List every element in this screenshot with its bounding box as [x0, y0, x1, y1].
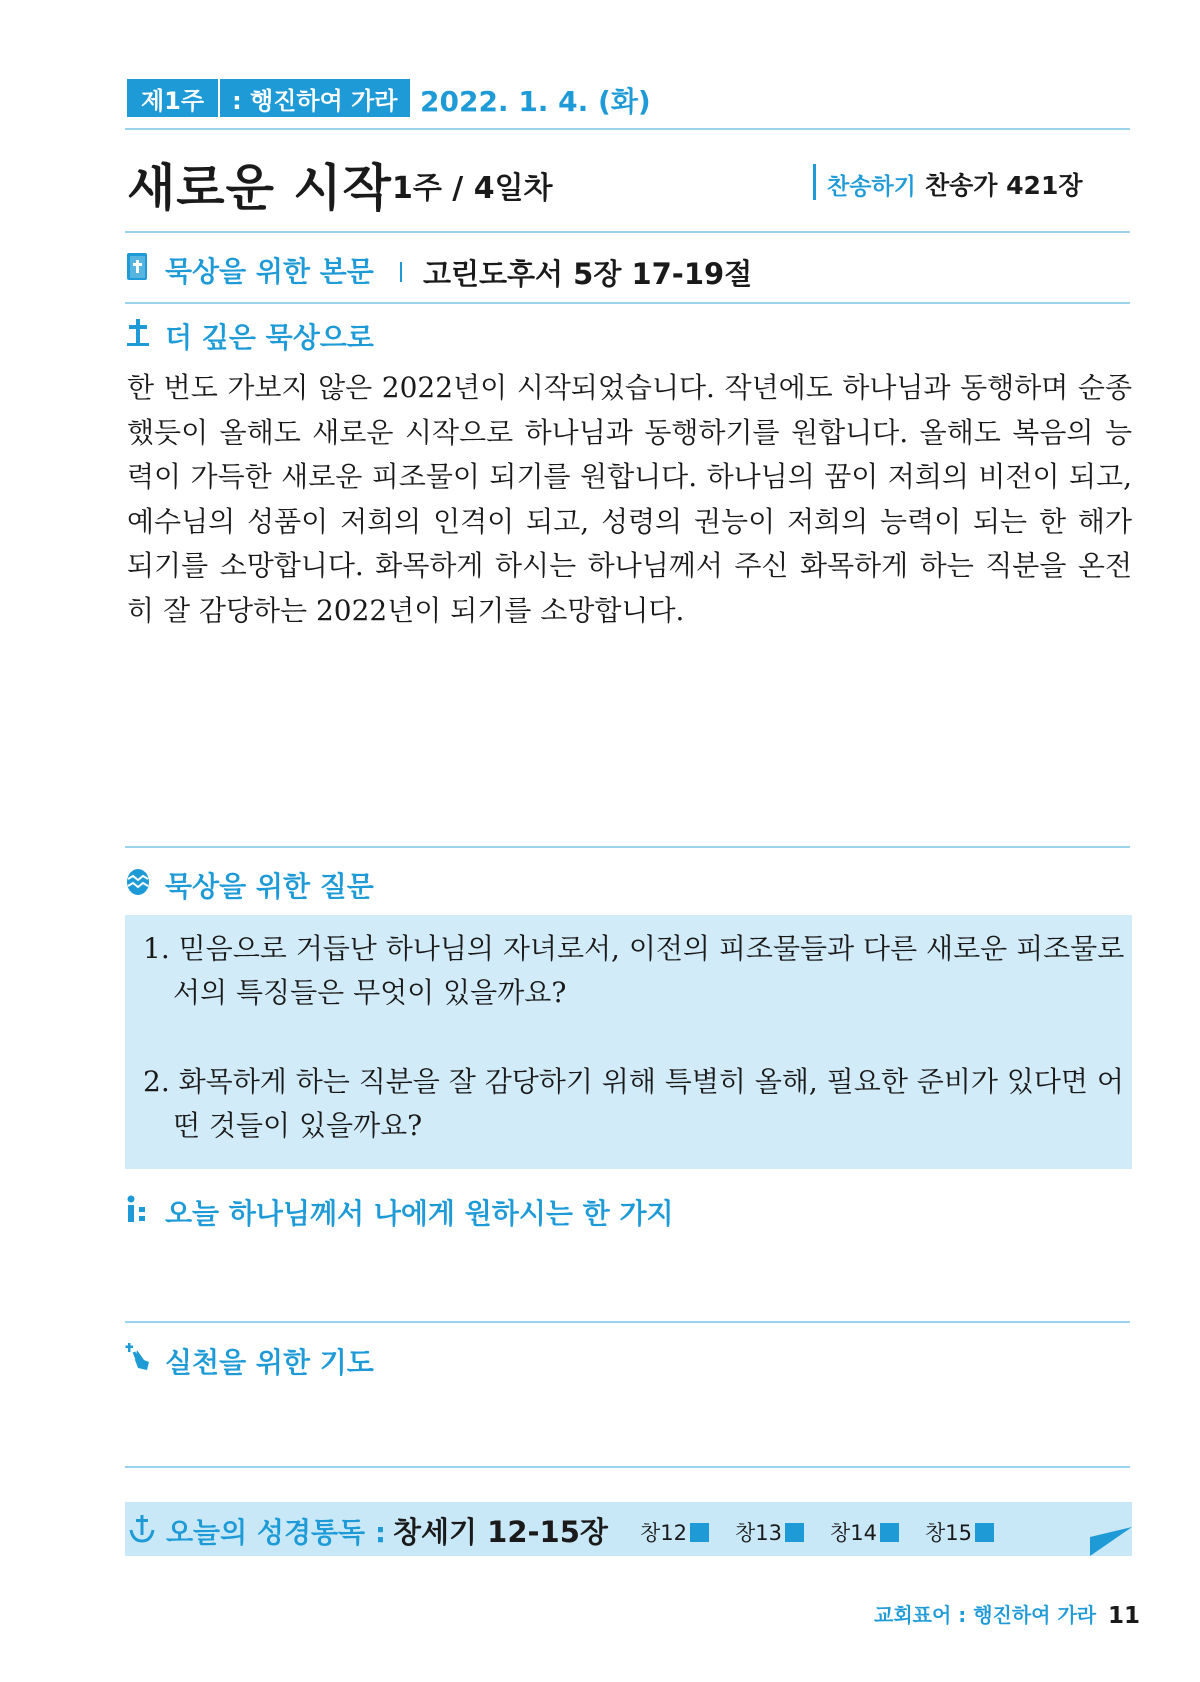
questions-label: 묵상을 위한 질문: [165, 870, 374, 903]
hymn-label: 찬송하기: [827, 174, 916, 200]
question-item: 1. 믿음으로 거듭난 하나님의 자녀로서, 이전의 피조물들과 다른 새로운 피조물로서의 특징들은 무엇이 있을까요?: [143, 932, 1125, 1009]
reading-check-label: 창14: [830, 1521, 878, 1545]
divider: [125, 128, 1130, 130]
divider: [125, 302, 1130, 304]
questions-box: [125, 915, 1132, 1169]
page-title: 새로운 시작: [127, 159, 392, 217]
checkbox[interactable]: [690, 1523, 709, 1542]
week-badge: [127, 79, 410, 117]
meditation-text: 한 번도 가보지 않은 2022년이 시작되었습니다. 작년에도 하나님과 동행하며 순종했듯이 올해도 새로운 시작으로 하나님과 동행하기를 원합니다. 올해도 복음의 능력이 가득한 새로운 피조물이 되기를 원합니다. 하나님의 꿈이 저희의 비전이 되고, 예수님의 성품이 저희의 인격이 되고, 성령의 권능이 저희의 능력이 되는 한 해가 되기를 소망합니다. 화목하게 하시는 하나님께서 주신 화목하게 하는 직분을 온전히 잘 감당하는 2022년이 되기를 소망합니다.: [127, 371, 1132, 627]
footer-motto: 교회표어 : 행진하여 가라: [874, 1603, 1097, 1627]
reading-check-label: 창13: [735, 1521, 783, 1545]
reading-check-label: 창15: [925, 1521, 973, 1545]
day-label: 1주 / 4일차: [392, 171, 553, 206]
divider: [125, 846, 1130, 848]
week-theme: : 행진하여 가라: [232, 86, 398, 115]
prayer-label: 실천을 위한 기도: [165, 1346, 374, 1379]
date: 2022. 1. 4. (화): [420, 85, 651, 118]
question-item: 2. 화목하게 하는 직분을 잘 감당하기 위해 특별히 올해, 필요한 준비가 있다면 어떤 것들이 있을까요?: [143, 1065, 1124, 1142]
meditation-label: 더 깊은 묵상으로: [165, 321, 374, 354]
page-corner-decoration: [1090, 1527, 1132, 1556]
reading-label: 오늘의 성경통독 :: [166, 1516, 387, 1549]
reading-reference: 창세기 12-15장: [393, 1515, 608, 1549]
divider: [125, 231, 1130, 233]
hymn-divider: [813, 164, 816, 200]
reading-check-item[interactable]: [735, 1517, 804, 1547]
week-label: 제1주: [127, 79, 220, 117]
hymn-value: 찬송가 421장: [925, 171, 1083, 200]
reading-check-item[interactable]: [830, 1517, 899, 1547]
passage-label: 묵상을 위한 본문: [165, 255, 374, 288]
info-icon: [125, 1194, 151, 1224]
checkbox[interactable]: [880, 1523, 899, 1542]
reading-check-item[interactable]: [640, 1517, 709, 1547]
checkbox[interactable]: [975, 1523, 994, 1542]
divider: [125, 1321, 1130, 1323]
reading-check-item[interactable]: [925, 1517, 994, 1547]
one-thing-label: 오늘 하나님께서 나에게 원하시는 한 가지: [165, 1197, 674, 1230]
praying-hands-icon: [125, 1342, 151, 1372]
divider: [125, 1466, 1130, 1468]
page-number: 11: [1108, 1603, 1141, 1629]
cross-icon: [125, 318, 151, 348]
checkbox[interactable]: [785, 1523, 804, 1542]
passage-reference: 고린도후서 5장 17-19절: [423, 257, 753, 291]
anchor-icon: [129, 1514, 155, 1544]
passage-divider: [400, 262, 402, 282]
egg-icon: [125, 866, 151, 896]
reading-check-label: 창12: [640, 1521, 688, 1545]
bible-icon: [125, 252, 151, 282]
